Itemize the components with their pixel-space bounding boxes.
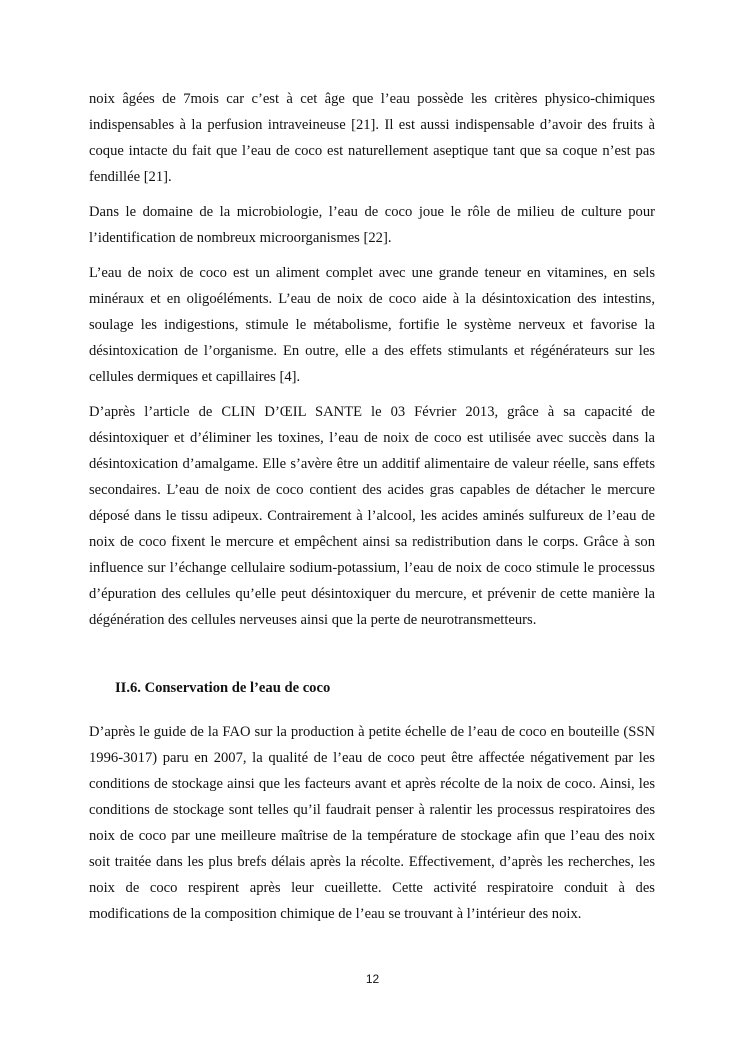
paragraph-conservation: D’après le guide de la FAO sur la production à petite échelle de l’eau de coco en bouteille (SSN 1996-3017) paru en 2007, la qualité de l’eau de coco peut être affectée négativement par les conditions de stockage ainsi que les facteurs avant et après récolte de la noix de coco. Ainsi, les conditions de stockage sont telles qu’il faudrait penser à ralentir les processus respiratoires des noix de coco par une meilleure maîtrise de la température de stockage afin que l’eau des noix soit traitée dans les plus brefs délais après la récolte. Effectivement, d’après les recherches, les noix de coco respirent après leur cueillette. Cette activité respiratoire conduit à des modifications de la composition chimique de l’eau se trouvant à l’intérieur des noix. [89,724,655,922]
page-number: 12 [365,972,380,986]
paragraph-nutrition: L’eau de noix de coco est un aliment complet avec une grande teneur en vitamines, en sels minéraux et en oligoéléments. L’eau de noix de coco aide à la désintoxication des intestins, soulage les indigestions, stimule le métabolisme, fortifie le système nerveux et favorise la désintoxication de l’organisme. En outre, elle a des effets stimulants et régénérateurs sur les cellules dermiques et capillaires [4]. [89,265,655,385]
paragraph-perfusion: noix âgées de 7mois car c’est à cet âge que l’eau possède les critères physico-chimiques indispensables à la perfusion intraveineuse [21]. Il est aussi indispensable d’avoir des fruits à coque intacte du fait que l’eau de coco est naturellement aseptique tant que sa coque n’est pas fendillée [21]. [89,91,655,185]
paragraph-microbiology: Dans le domaine de la microbiologie, l’eau de coco joue le rôle de milieu de culture pour l’identification de nombreux microorganismes [22]. [89,204,655,246]
document-page [89,86,655,936]
paragraph-detox: D’après l’article de CLIN D’ŒIL SANTE le 03 Février 2013, grâce à sa capacité de désintoxiquer et d’éliminer les toxines, l’eau de noix de coco est utilisée avec succès dans la désintoxication d’amalgame. Elle s’avère être un additif alimentaire de valeur réelle, sans effets secondaires. L’eau de noix de coco contient des acides gras capables de détacher le mercure déposé dans le tissu adipeux. Contrairement à l’alcool, les acides aminés sulfureux de l’eau de noix de coco fixent le mercure et empêchent ainsi sa redistribution dans le corps. Grâce à son influence sur l’échange cellulaire sodium-potassium, l’eau de noix de coco stimule le processus d’épuration des cellules qu’elle peut désintoxiquer du mercure, et prévenir de cette manière la dégénération des cellules nerveuses ainsi que la perte de neurotransmetteurs. [89,404,655,628]
section-heading: II.6. Conservation de l’eau de coco [115,680,331,696]
